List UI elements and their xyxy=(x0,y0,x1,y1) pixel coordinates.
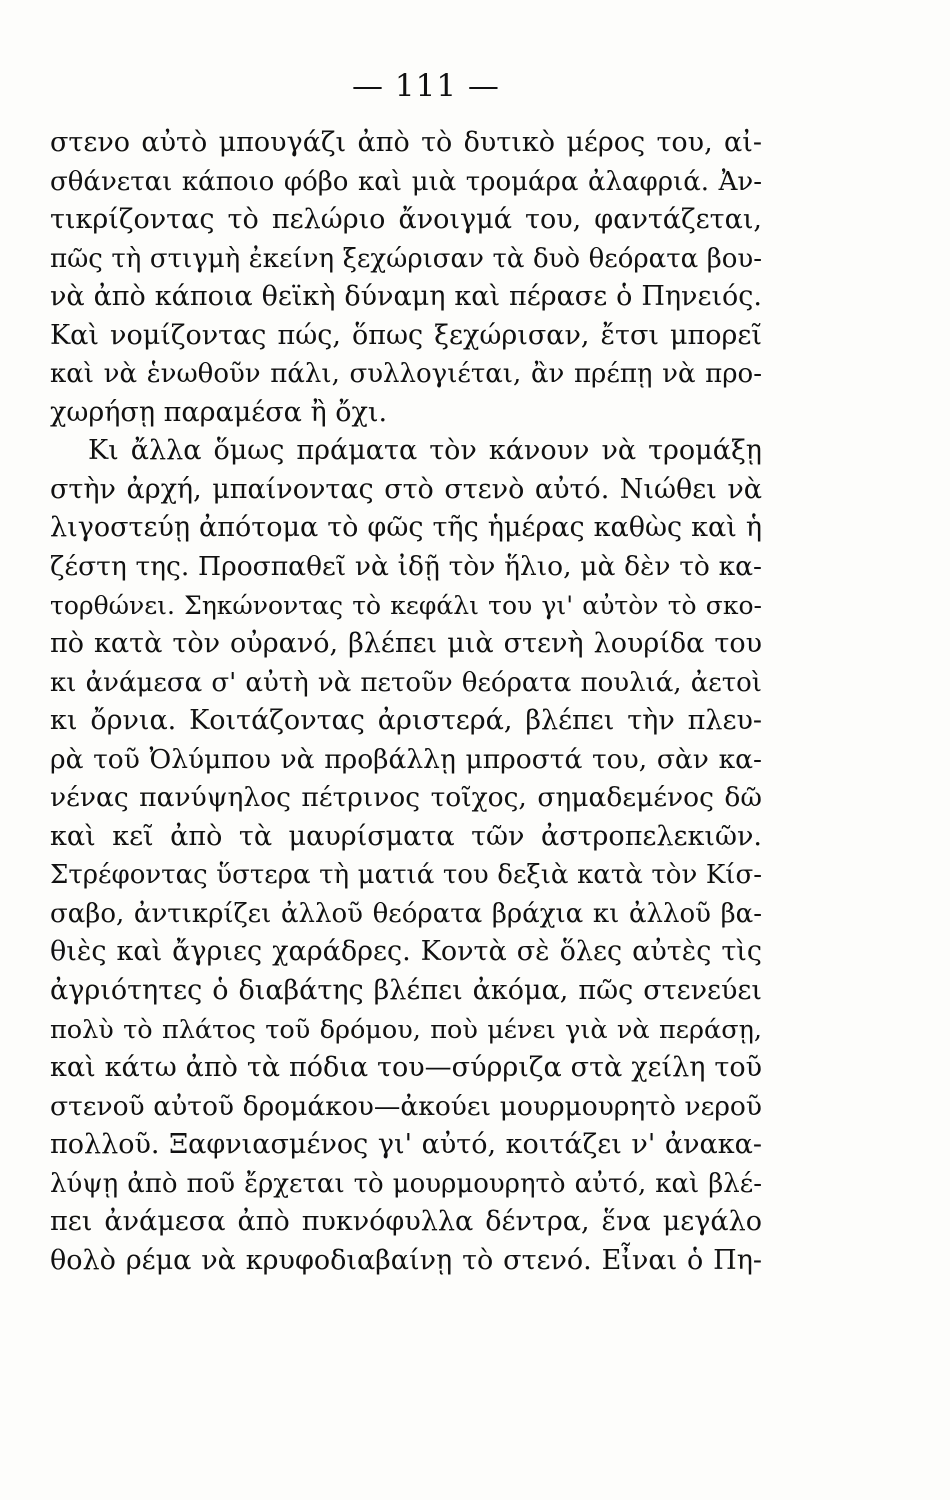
text-line: λύψῃ ἀπὸ ποῦ ἔρχεται τὸ μουρμουρητὸ αὐτό, καὶ βλέ- xyxy=(50,1168,762,1199)
text-line: Κι ἄλλα ὅμως πράματα τὸν κάνουν νὰ τρομάξῃ xyxy=(88,435,762,467)
text-line: ζέστη της. Προσπαθεῖ νὰ ἰδῇ τὸν ἥλιο, μὰ δὲν τὸ κα- xyxy=(50,551,762,583)
text-line: Στρέφοντας ὕστερα τὴ ματιά του δεξιὰ κατὰ τὸν Κίσ- xyxy=(50,860,762,891)
text-line: θιὲς καὶ ἄγριες χαράδρες. Κοντὰ σὲ ὅλες αὐτὲς τὶς xyxy=(50,936,762,968)
text-line: πῶς τὴ στιγμὴ ἐκείνη ξεχώρισαν τὰ δυὸ θεόρατα βου- xyxy=(50,243,762,274)
text-line: θολὸ ρέμα νὰ κρυφοδιαβαίνῃ τὸ στενό. Εἶναι ὁ Πη- xyxy=(50,1244,762,1276)
text-line: στενοῦ αὐτοῦ δρομάκου—ἀκούει μουρμουρητὸ νεροῦ xyxy=(50,1090,762,1122)
text-line: Καὶ νομίζοντας πώς, ὅπως ξεχώρισαν, ἔτσι μπορεῖ xyxy=(50,319,762,351)
text-line: λιγοστεύῃ ἀπότομα τὸ φῶς τῆς ἡμέρας καθὼς καὶ ἡ xyxy=(50,512,762,544)
text-line: ἀγριότητες ὁ διαβάτης βλέπει ἀκόμα, πῶς στενεύει xyxy=(50,975,762,1007)
text-line: ρὰ τοῦ Ὀλύμπου νὰ προβάλλῃ μπροστά του, σὰν κα- xyxy=(50,743,762,775)
text-line: πολλοῦ. Ξαφνιασμένος γι' αὐτό, κοιτάζει ν' ἀνακα- xyxy=(50,1129,762,1161)
text-line: κι ὄρνια. Κοιτάζοντας ἀριστερά, βλέπει τὴν πλευ- xyxy=(50,705,762,737)
text-line: πολὺ τὸ πλάτος τοῦ δρόμου, ποὺ μένει γιὰ νὰ περάσῃ, xyxy=(50,1014,762,1045)
text-line: τορθώνει. Σηκώνοντας τὸ κεφάλι του γι' αὐτὸν τὸ σκο- xyxy=(50,590,762,620)
text-line: νὰ ἀπὸ κάποια θεϊκὴ δύναμη καὶ πέρασε ὁ Πηνειός. xyxy=(50,281,762,313)
text-line: χωρήσῃ παραμέσα ἢ ὄχι. xyxy=(50,396,388,428)
text-line: καὶ νὰ ἑνωθοῦν πάλι, συλλογιέται, ἂν πρέπῃ νὰ προ- xyxy=(50,359,762,390)
text-line: νένας πανύψηλος πέτρινος τοῖχος, σημαδεμένος δῶ xyxy=(50,782,762,814)
text-line: καὶ κεῖ ἀπὸ τὰ μαυρίσματα τῶν ἀστροπελεκιῶν. xyxy=(50,820,762,852)
text-line: πει ἀνάμεσα ἀπὸ πυκνόφυλλα δέντρα, ἕνα μεγάλο xyxy=(50,1206,762,1238)
text-line: στενο αὐτὸ μπουγάζι ἀπὸ τὸ δυτικὸ μέρος του, αἰ- xyxy=(50,127,762,158)
text-line: κι ἀνάμεσα σ' αὐτὴ νὰ πετοῦν θεόρατα πουλιά, ἀετοὶ xyxy=(50,667,762,698)
text-line: καὶ κάτω ἀπὸ τὰ πόδια του—σύρριζα στὰ χείλη τοῦ xyxy=(50,1052,762,1084)
body-text xyxy=(50,124,762,1280)
text-line: σαβο, ἀντικρίζει ἀλλοῦ θεόρατα βράχια κι ἀλλοῦ βα- xyxy=(50,898,762,929)
text-line: πὸ κατὰ τὸν οὐρανό, βλέπει μιὰ στενὴ λουρίδα του xyxy=(50,628,762,660)
text-line: τικρίζοντας τὸ πελώριο ἄνοιγμά του, φαντάζεται, xyxy=(50,204,762,236)
text-line: σθάνεται κάποιο φόβο καὶ μιὰ τρομάρα ἀλαφριά. Ἀν- xyxy=(50,166,762,197)
text-line: στὴν ἀρχή, μπαίνοντας στὸ στενὸ αὐτό. Νιώθει νὰ xyxy=(50,473,762,505)
page-number: — 111 — xyxy=(352,68,500,104)
